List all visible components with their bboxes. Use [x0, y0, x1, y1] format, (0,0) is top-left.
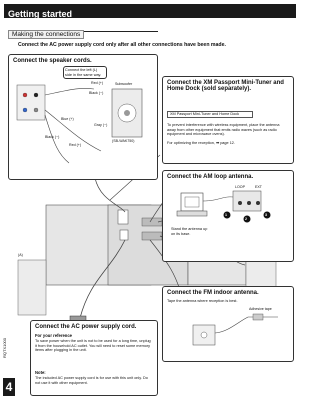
xm-caption: XM Passport Mini-Tuner and Home Dock: [167, 111, 253, 118]
step-number-2: 2: [245, 217, 247, 221]
am-panel: [162, 170, 294, 262]
marker-a-label: (A): [18, 253, 23, 257]
label-black-bottom: Black (−): [45, 135, 60, 139]
label-black-mid: Black (−): [89, 91, 104, 95]
ac-note-title: Note:: [35, 370, 46, 375]
am-loop-antenna: [181, 193, 203, 211]
ac-panel: [30, 320, 158, 396]
label-red-top: Red (+): [91, 81, 104, 85]
am-ext-label: EXT: [255, 185, 262, 189]
fm-diagram: [163, 287, 293, 361]
speaker-left: [18, 260, 46, 315]
label-red-bottom: Red (+): [69, 143, 82, 147]
document-code-text: RQTX1000: [2, 337, 7, 358]
speaker-title: Connect the speaker cords.: [13, 58, 92, 64]
speaker-note: Connect the left (L) side in the same way.: [63, 66, 107, 79]
speaker-terminal-panel: [17, 85, 45, 120]
xm-title: Connect the XM Passport Mini-Tuner and Home Dock (sold separately).: [167, 80, 284, 92]
fm-panel: [162, 286, 294, 362]
xm-ref: For optimizing the reception, ➡ page 12.: [167, 141, 235, 145]
step-number-1: 1: [225, 213, 227, 217]
xm-panel: [162, 76, 294, 164]
speaker-diagram: [9, 55, 157, 179]
port-b: [120, 230, 128, 240]
speaker-panel: [8, 54, 158, 180]
port-a: [118, 210, 128, 224]
section-title: Making the connections: [8, 30, 84, 39]
ac-title: Connect the AC power supply cord.: [35, 324, 137, 330]
label-model: (SB-WAK750): [112, 139, 135, 143]
xm-body: To prevent interference with wireless equipment, place the antenna away from other equipment that emits radio waves (such as radio equipment and microwave ovens).: [167, 123, 280, 136]
page-number: 4: [3, 378, 15, 396]
label-gray: Gray (−): [94, 123, 108, 127]
am-title: Connect the AM loop antenna.: [167, 174, 254, 180]
label-blue: Blue (+): [61, 117, 74, 121]
terminal-block-2: [142, 232, 162, 240]
document-code: [0, 300, 8, 360]
page-title: Getting started: [8, 9, 73, 19]
ac-ref-body: To save power when the unit is not to be used for a long time, unplug it from the household AC outlet. You will need to reset some memory items after plugging in the unit.: [35, 339, 151, 352]
adhesive-tape: [253, 314, 263, 320]
fm-title: Connect the FM indoor antenna.: [167, 290, 259, 296]
fm-adhesive-label: Adhesive tape: [249, 307, 272, 311]
fm-body: Tape the antenna where reception is best.: [167, 299, 238, 303]
intro-text: Connect the AC power supply cord only after all other connections have been made.: [18, 42, 226, 48]
label-subwoofer: Subwoofer: [115, 82, 133, 86]
am-terminal: [233, 191, 261, 211]
step-number-3: 3: [265, 213, 267, 217]
am-stand-note: Stand the antenna up on its base.: [171, 227, 208, 236]
ac-ref-title: For your reference: [35, 333, 73, 338]
am-loop-label: LOOP: [235, 185, 245, 189]
ac-note-body: The included AC power supply cord is for use with this unit only. Do not use it with other equipment.: [35, 376, 148, 385]
am-diagram: [163, 171, 293, 261]
